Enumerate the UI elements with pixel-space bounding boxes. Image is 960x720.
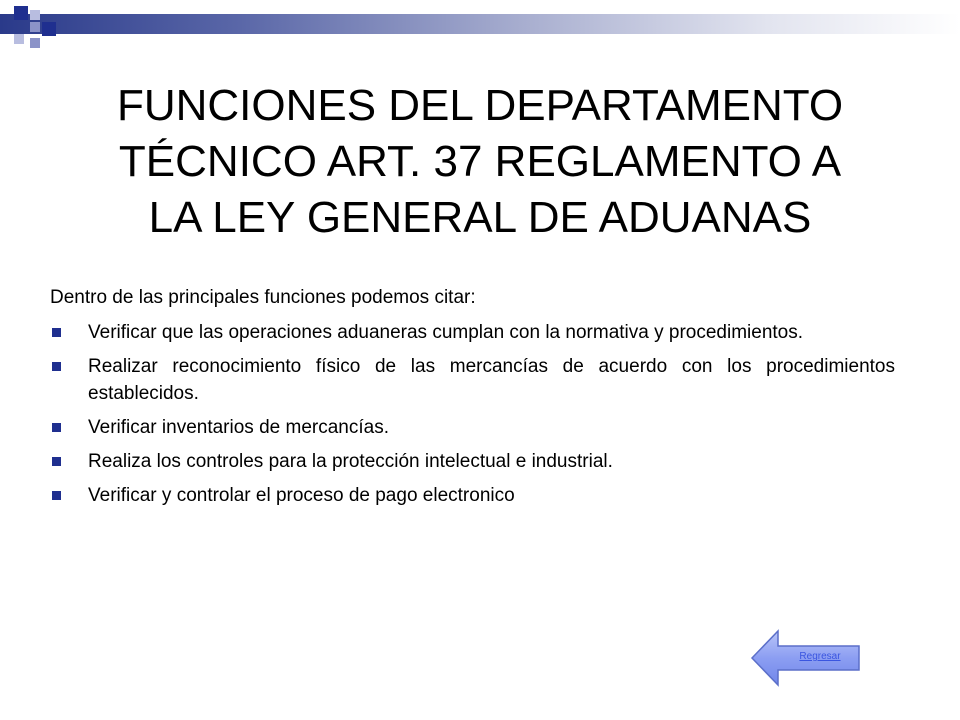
corner-square — [42, 22, 56, 36]
slide-title — [40, 78, 920, 246]
square-bullet-icon — [52, 457, 61, 466]
list-item — [50, 482, 895, 509]
square-bullet-icon — [52, 491, 61, 500]
list-item — [50, 414, 895, 441]
list-item-text: Verificar inventarios de mercancías. — [88, 417, 389, 438]
square-bullet-icon — [52, 423, 61, 432]
title-line: FUNCIONES DEL DEPARTAMENTO — [116, 81, 844, 130]
list-item — [50, 448, 895, 475]
square-bullet-icon — [52, 328, 61, 337]
list-item-text: Verificar y controlar el proceso de pago electronico — [88, 485, 515, 506]
corner-square — [30, 10, 40, 20]
back-link[interactable]: Regresar — [799, 651, 841, 662]
header-gradient-bar — [0, 14, 960, 34]
slide-body — [50, 284, 895, 516]
bullet-list — [50, 319, 895, 509]
list-item — [50, 319, 895, 346]
list-item-text: Verificar que las operaciones aduaneras cumplan con la normativa y procedimientos. — [88, 322, 804, 343]
list-item — [50, 353, 895, 407]
title-line: LA LEY GENERAL DE ADUANAS — [148, 193, 812, 242]
square-bullet-icon — [52, 362, 61, 371]
corner-square — [30, 38, 40, 48]
corner-decoration — [0, 0, 80, 60]
corner-square — [14, 34, 24, 44]
list-item-text: Realizar reconocimiento físico de las mercancías de acuerdo con los procedimientos establecidos. — [88, 356, 895, 404]
intro-text: Dentro de las principales funciones podemos citar: — [50, 287, 476, 308]
back-button[interactable] — [750, 628, 862, 688]
corner-square — [14, 6, 28, 20]
title-line: TÉCNICO ART. 37 REGLAMENTO A — [118, 137, 842, 186]
list-item-text: Realiza los controles para la protección intelectual e industrial. — [88, 451, 613, 472]
corner-square — [30, 22, 40, 32]
